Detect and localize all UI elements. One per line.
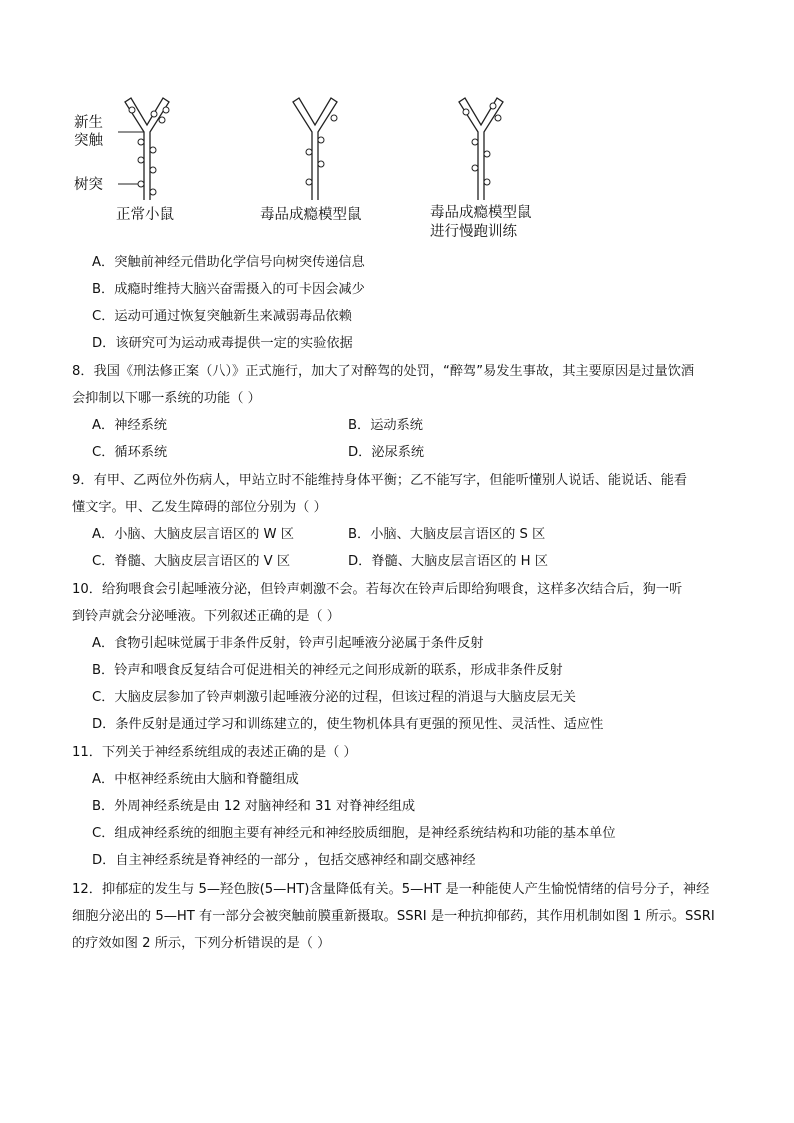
- dendrite-addicted: [293, 98, 337, 200]
- q12-stem-line1: 12．抑郁症的发生与 5—羟色胺(5—HT)含量降低有关。5—HT 是一种能使人产生愉悦情绪的信号分子，神经: [72, 882, 710, 897]
- q9-stem-line2: 懂文字。甲、乙发生障碍的部位分别为（ ）: [72, 500, 327, 515]
- q8-option-d: D．泌尿系统: [348, 445, 425, 460]
- q8-stem-line2: 会抑制以下哪一系统的功能（ ）: [72, 391, 261, 406]
- q12-stem-line2: 细胞分泌出的 5—HT 有一部分会被突触前膜重新摄取。SSRI 是一种抗抑郁药，其作用机制如图 1 所示。SSRI: [72, 909, 715, 924]
- q9-option-c: C．脊髓、大脑皮层言语区的 V 区: [92, 554, 291, 569]
- label-dendritic-spine: 树突: [74, 177, 103, 193]
- q8-stem-line1: 8．我国《刑法修正案（八）》正式施行，加大了对醉驾的处罚，“醉驾”易发生事故，其主要原因是过量饮酒: [72, 364, 695, 379]
- q10-option-b: B．铃声和喂食反复结合可促进相关的神经元之间形成新的联系，形成非条件反射: [92, 663, 563, 678]
- label-new-synapse-1: 新生: [74, 115, 103, 131]
- caption-normal: 正常小鼠: [116, 207, 174, 223]
- q10-stem-line2: 到铃声就会分泌唾液。下列叙述正确的是（ ）: [72, 609, 340, 624]
- q10-option-c: C．大脑皮层参加了铃声刺激引起唾液分泌的过程，但该过程的消退与大脑皮层无关: [92, 690, 576, 705]
- q9-stem-line1: 9．有甲、乙两位外伤病人，甲站立时不能维持身体平衡；乙不能写字，但能听懂别人说话、能说话、能看: [72, 473, 688, 488]
- spines-normal: [129, 107, 169, 195]
- q11-option-a: A．中枢神经系统由大脑和脊髓组成: [92, 772, 299, 787]
- q12-stem-line3: 的疗效如图 2 所示，下列分析错误的是（ ）: [72, 936, 331, 951]
- q10-stem-line1: 10．给狗喂食会引起唾液分泌，但铃声刺激不会。若每次在铃声后即给狗喂食，这样多次结合后，狗一听: [72, 582, 683, 597]
- q10-option-d: D．条件反射是通过学习和训练建立的，使生物机体具有更强的预见性、灵活性、适应性: [92, 717, 604, 732]
- q9-option-a: A．小脑、大脑皮层言语区的 W 区: [92, 527, 294, 542]
- q11-option-c: C．组成神经系统的细胞主要有神经元和神经胶质细胞，是神经系统结构和功能的基本单位: [92, 826, 616, 841]
- q7-option-b: B．成瘾时维持大脑兴奋需摄入的可卡因会减少: [92, 282, 365, 297]
- caption-addicted: 毒品成瘾模型鼠: [260, 207, 362, 223]
- q8-option-b: B．运动系统: [348, 418, 423, 433]
- dendrite-figure: [70, 92, 570, 242]
- q8-option-c: C．循环系统: [92, 445, 168, 460]
- q7-option-a: A．突触前神经元借助化学信号向树突传递信息: [92, 255, 365, 270]
- q11-option-d: D．自主神经系统是脊神经的一部分 ，包括交感神经和副交感神经: [92, 853, 476, 868]
- q11-stem-line1: 11．下列关于神经系统组成的表述正确的是（ ）: [72, 745, 357, 760]
- label-new-synapse-2: 突触: [74, 133, 103, 149]
- q11-option-b: B．外周神经系统是由 12 对脑神经和 31 对脊神经组成: [92, 799, 416, 814]
- q7-option-c: C．运动可通过恢复突触新生来减弱毒品依赖: [92, 309, 352, 324]
- q9-option-b: B．小脑、大脑皮层言语区的 S 区: [348, 527, 546, 542]
- q7-option-d: D．该研究可为运动戒毒提供一定的实验依据: [92, 336, 353, 351]
- q9-option-d: D．脊髓、大脑皮层言语区的 H 区: [348, 554, 548, 569]
- q10-option-a: A．食物引起味觉属于非条件反射，铃声引起唾液分泌属于条件反射: [92, 636, 484, 651]
- q8-option-a: A．神经系统: [92, 418, 167, 433]
- caption-trained-2: 进行慢跑训练: [430, 224, 517, 240]
- caption-trained-1: 毒品成瘾模型鼠: [430, 205, 532, 221]
